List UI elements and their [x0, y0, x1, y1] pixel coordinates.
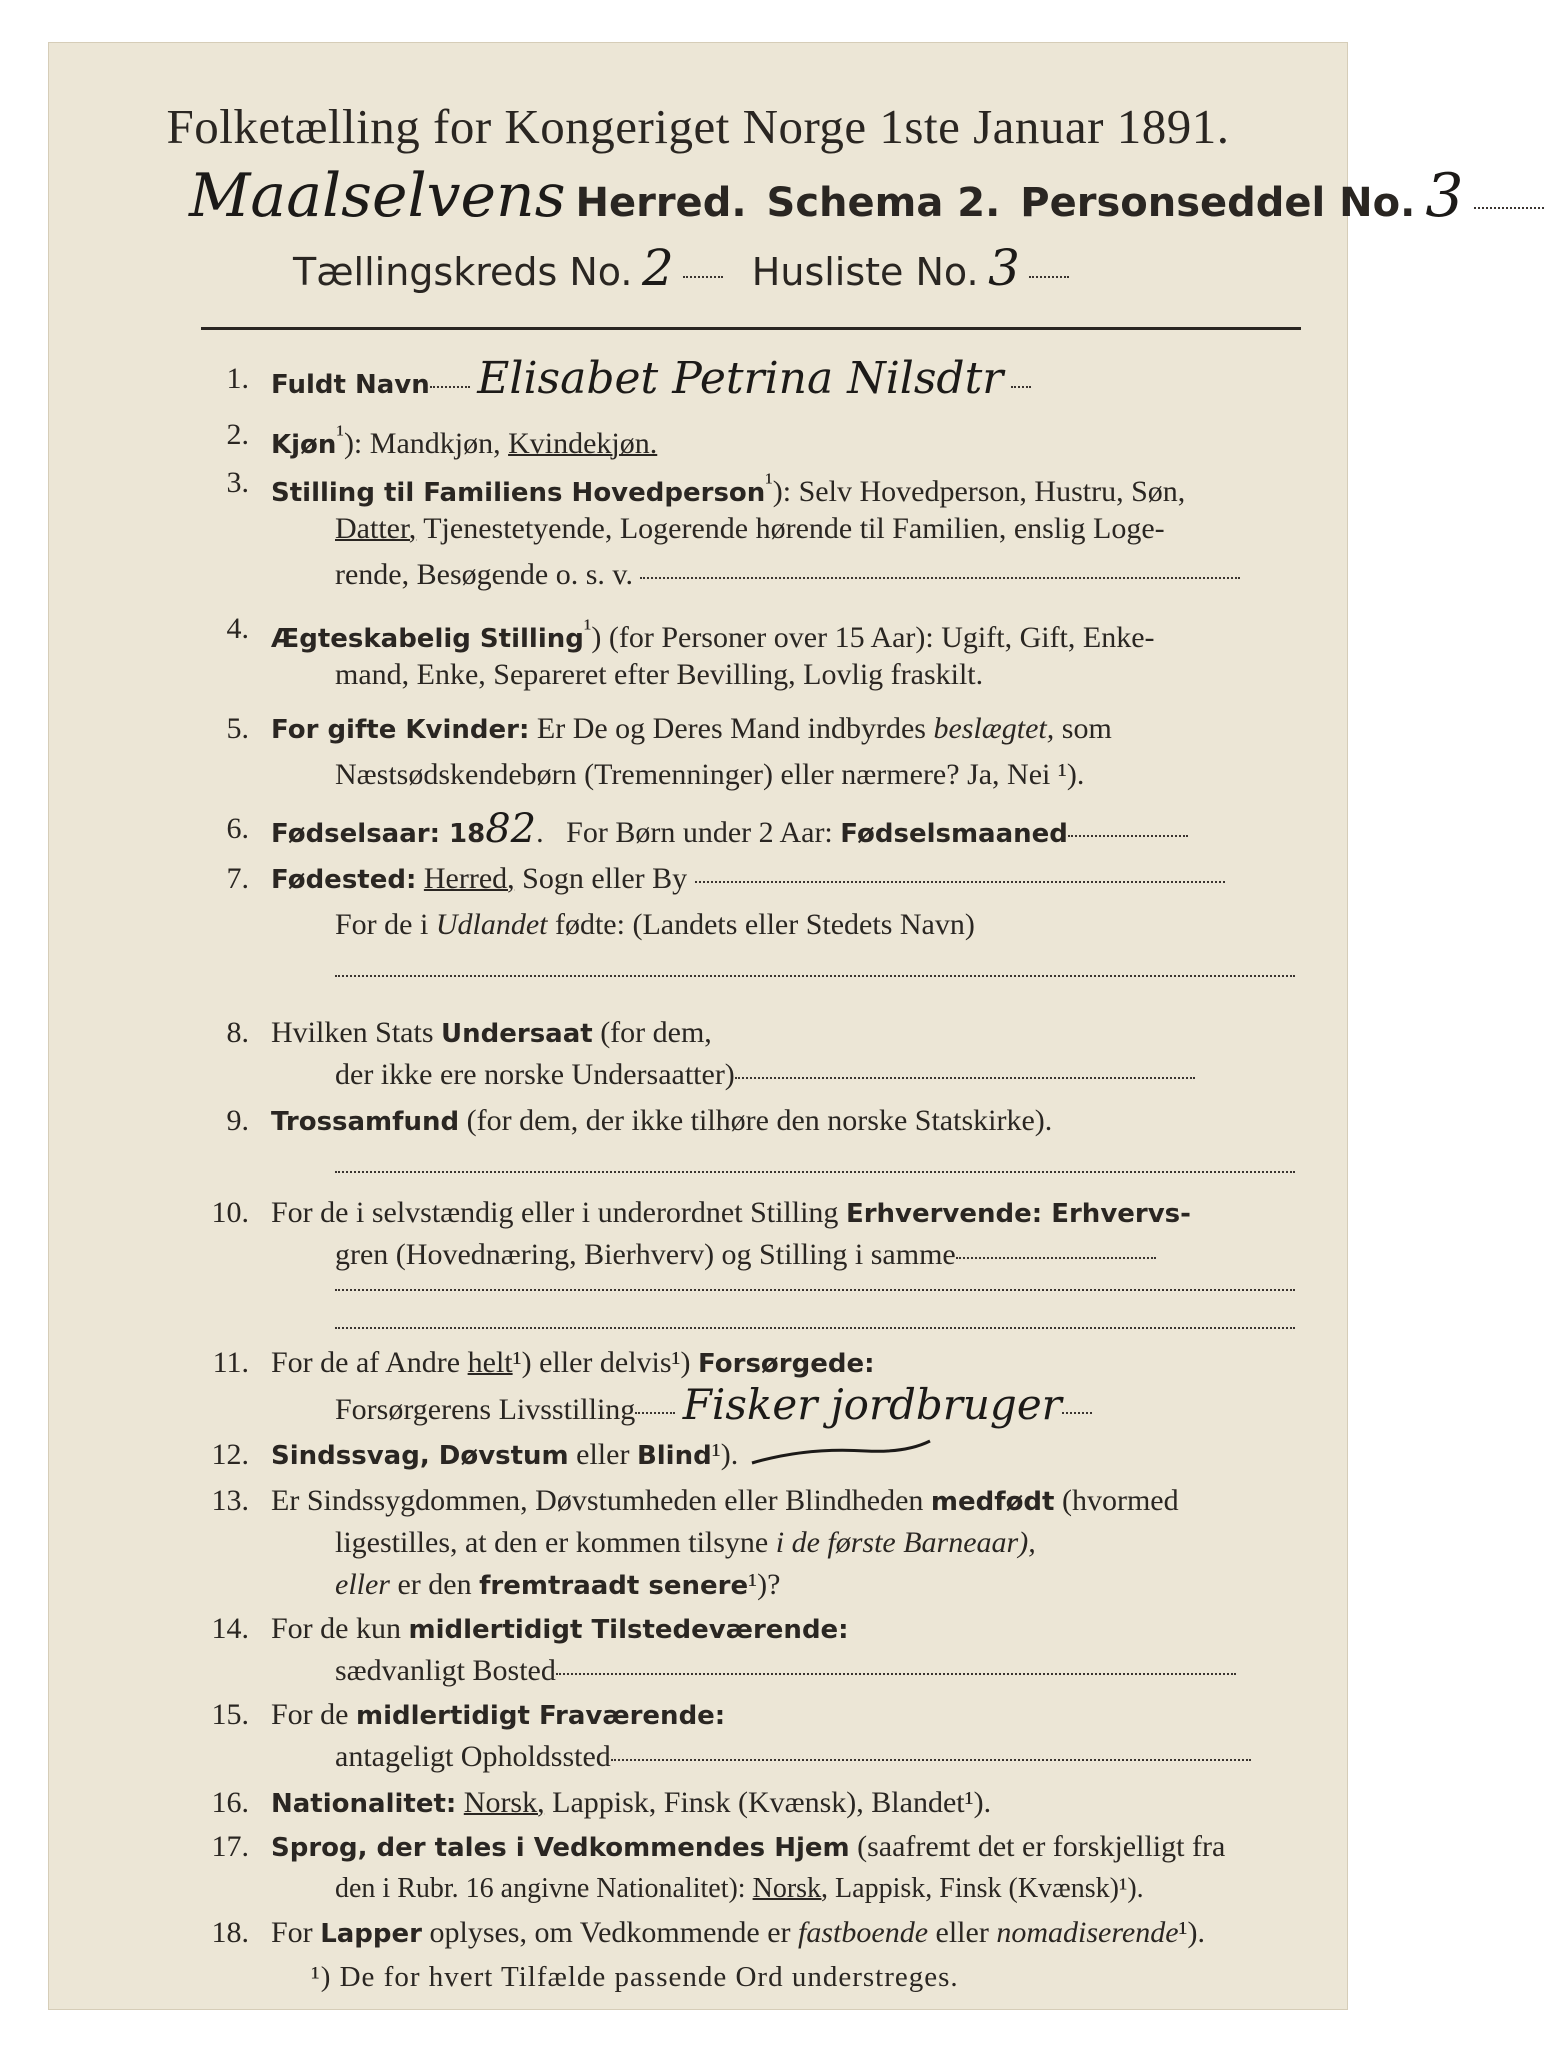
sex-label: Kjøn [271, 430, 337, 460]
birthplace-options: Sogn eller By [522, 862, 688, 895]
onset-text: Er Sindssygdommen, Døvstumheden eller Blindheden [271, 1484, 924, 1517]
item-number: 5. [226, 712, 249, 745]
footnote-marker: ¹ [765, 469, 773, 496]
family-position-selected: Datter, [335, 512, 417, 545]
dependent-selected: helt [467, 1346, 513, 1379]
item-number: 13. [211, 1484, 249, 1517]
disability-label: Sindssvag, Døvstum [271, 1441, 569, 1471]
language-text-2: den i Rubr. 16 angivne Nationalitet): [335, 1873, 746, 1904]
citizenship-text-3: der ikke ere norske Undersaatter) [335, 1058, 735, 1091]
sami-italic: fastboende [798, 1916, 929, 1949]
nationality-label: Nationalitet: [271, 1789, 457, 1819]
family-position-options-2: Tjenestetyende, Logerende hørende til Familien, enslig Loge- [423, 512, 1165, 545]
full-name-value: Elisabet Petrina Nilsdtr [477, 353, 1004, 404]
probable-location-label: antageligt Opholdssted [335, 1740, 611, 1773]
religion-label: Trossamfund [271, 1107, 460, 1137]
family-position-label: Stilling til Familiens Hovedperson [271, 478, 766, 508]
item-number: 15. [211, 1698, 249, 1731]
nationality-selected: Norsk, [463, 1786, 545, 1819]
onset-italic-2: eller [335, 1568, 390, 1601]
item-number: 8. [226, 1016, 249, 1049]
usual-residence-label: sædvanligt Bosted [335, 1654, 556, 1687]
personseddel-number: 3 [1425, 161, 1464, 231]
item-number: 18. [211, 1916, 249, 1949]
family-position-options-3: rende, Besøgende o. s. v. [335, 558, 633, 591]
temporary-present-label: midlertidigt Tilstedeværende: [408, 1615, 849, 1645]
citizenship-text: Hvilken Stats [271, 1016, 434, 1049]
language-options: Lappisk, Finsk (Kvænsk)¹). [835, 1873, 1144, 1904]
birth-year-value: 82 [485, 806, 537, 852]
footnote-marker: ¹ [583, 615, 592, 642]
married-women-label: For gifte Kvinder: [271, 715, 530, 745]
herred-label: Herred. [575, 180, 747, 226]
tellingskreds-number: 2 [641, 239, 674, 297]
birth-month-label: Fødselsmaaned [840, 819, 1068, 849]
citizenship-text-2: (for dem, [600, 1016, 712, 1049]
occupation-text: For de i selvstændig eller i underordnet Stilling [271, 1196, 839, 1229]
birthplace-foreign-italic: Udlandet [435, 908, 548, 941]
citizenship-label: Undersaat [441, 1019, 593, 1049]
husliste-label: Husliste No. [751, 250, 979, 294]
nationality-options: Lappisk, Finsk (Kvænsk), Blandet¹). [552, 1786, 992, 1819]
language-label: Sprog, der tales i Vedkommendes Hjem [271, 1833, 850, 1863]
sami-label: Lapper [320, 1919, 422, 1949]
schema-label: Schema 2. [766, 180, 1001, 226]
provider-occupation-label: Forsørgerens Livsstilling [335, 1393, 636, 1426]
sami-text: For [271, 1916, 313, 1949]
sex-selected: Kvindekjøn. [508, 427, 658, 460]
provider-occupation-value: Fisker jordbruger [682, 1380, 1062, 1429]
marital-status-options-2: mand, Enke, Separeret efter Bevilling, Lovlig fraskilt. [335, 658, 984, 691]
item-number: 2. [226, 418, 249, 451]
married-women-question: Er De og Deres Mand indbyrdes [536, 712, 926, 745]
lower-items [48, 42, 1348, 2010]
sami-text-3: eller [935, 1916, 989, 1949]
item-number: 7. [226, 862, 249, 895]
religion-text: (for dem, der ikke tilhøre den norske Statskirke). [466, 1104, 1053, 1137]
married-women-question-end: som [1061, 712, 1112, 745]
full-name-label: Fuldt Navn [271, 370, 430, 400]
birthplace-selected: Herred, [423, 862, 515, 895]
item-number: 3. [226, 466, 249, 499]
birth-year-label: Fødselsaar: 18 [271, 819, 486, 849]
onset-italic: i de første Barneaar), [775, 1526, 1036, 1559]
onset-text-2: (hvormed [1061, 1484, 1179, 1517]
occupation-text-2: gren (Hovednæring, Bierhverv) og Stilling i samme [335, 1238, 956, 1271]
dependent-text: For de af Andre [271, 1346, 461, 1379]
language-selected: Norsk, [752, 1873, 829, 1904]
married-women-italic: beslægtet, [933, 712, 1055, 745]
form-title: Folketælling for Kongeriget Norge 1ste Januar 1891. [166, 99, 1230, 154]
municipality-handwritten: Maalselvens [189, 161, 566, 231]
sami-text-4: ¹). [1178, 1916, 1205, 1949]
language-text: (saafremt det er forskjelligt fra [857, 1830, 1226, 1863]
temporary-absent-text: For de [271, 1698, 349, 1731]
marital-status-options: ) (for Personer over 15 Aar): Ugift, Gift, Enke- [591, 621, 1155, 654]
occupation-label: Erhvervende: Erhvervs- [845, 1199, 1191, 1229]
family-position-options: ): Selv Hovedperson, Hustru, Søn, [772, 475, 1186, 508]
onset-label: medfødt [930, 1487, 1055, 1517]
birthplace-label: Fødested: [271, 865, 417, 895]
item-number: 16. [211, 1786, 249, 1819]
item-number: 4. [226, 612, 249, 645]
dependent-text-2: ¹) eller delvis¹) [512, 1346, 691, 1379]
item-number: 12. [211, 1438, 249, 1471]
onset-text-3: ligestilles, at den er kommen tilsyne [335, 1526, 769, 1559]
footnote-marker: ¹ [336, 421, 344, 448]
onset-text-4: er den [397, 1568, 472, 1601]
birthplace-foreign-text: For de i [335, 908, 429, 941]
husliste-number: 3 [988, 239, 1020, 297]
personseddel-label: Personseddel No. [1020, 180, 1416, 226]
sami-text-2: oplyses, om Vedkommende er [429, 1916, 791, 1949]
item-number: 6. [226, 812, 249, 845]
onset-label-2: fremtraadt senere [479, 1571, 749, 1601]
census-form: Folketælling for Kongeriget Norge 1ste Januar 1891. Maalselvens Herred. Schema 2. Personseddel No. 3 Tællingskreds No. 2 Husliste No. 3 1. Fuldt Navn Elisabet Petrina Nilsdtr 2. Kjøn$^{^1}$): Mandkjøn, Kvindekjøn. 3. Stilling til Familiens Hovedperson$^{^1}$): Selv Hovedperson, Hustru, Søn, Datter, Tjenestetyende, Logerende hørende til Familien, enslig Loge- rende, Besøgende o. s. v. 4. Ægteskabelig Stilling$^{^1}$) (for Personer over 15 Aar): Ugift, Gift, Enke- mand, Enke, Separeret efter Bevilling, Lovlig fraskilt. 5. For gifte Kvinder: Er De og Deres Mand indbyrdes beslægtet, som Næstsødskendebørn (Tremenninger) eller nærmere? Ja, Nei ¹). 6. Fødselsaar: 1882. For Børn under 2 Aar: Fødselsmaaned 7. Fødested: Herred, Sogn eller By For de i Udlandet fødte: (Landets eller Stedets Navn) 8. Hvilken Stats Undersaat (for dem, der ikke ere norske Undersaatter) 9. Trossamfund (for dem, der ikke tilhøre den norske Statskirke). 10. For de i selvstændig eller i underordnet Stilling Erhvervende: Erhvervs- gren (Hovednæring, Bierhverv) og Stilling i samme 11. For de af Andre helt¹) eller delvis¹) Forsørgede: Forsørgerens Livsstilling Fisker jordbruger 12. Sindssvag, Døvstum eller Blind¹). 13. Er Sindssygdommen, Døvstumheden eller Blindheden medfødt (hvormed ligestilles, at den er kommen tilsyne i de første Barneaar), eller er den fremtraadt senere¹)? 14. For de kun midlertidigt Tilstedeværende: sædvanligt Bosted 15. For de midlertidigt Fraværende: antageligt Opholdssted 16. Nationalitet: Norsk, Lappisk, Finsk (Kvænsk), Blandet¹). 17. Sprog, der tales i Vedkommendes Hjem (saafremt det er forskjelligt fra den i Rubr. 16 angivne Nationalitet): Norsk, Lappisk, Finsk (Kvænsk)¹). 18. For Lapper oplyses, om Vedkommende er fastboende eller nomadiserende¹). ¹) De for hvert Tilfælde passende Ord understreges. [48, 42, 1348, 2010]
onset-text-5: ¹)? [748, 1568, 781, 1601]
sex-options: ): Mandkjøn, [343, 427, 501, 460]
sami-italic-2: nomadiserende [996, 1916, 1179, 1949]
married-women-question-2: Næstsødskendebørn (Tremenninger) eller nærmere? Ja, Nei ¹). [335, 758, 1085, 791]
birthplace-foreign-text-2: fødte: (Landets eller Stedets Navn) [554, 908, 975, 941]
disability-label-2: Blind [636, 1441, 712, 1471]
item-number: 17. [211, 1830, 249, 1863]
tellingskreds-label: Tællingskreds No. [293, 250, 633, 294]
temporary-absent-label: midlertidigt Fraværende: [356, 1701, 726, 1731]
marital-status-label: Ægteskabelig Stilling [271, 624, 584, 654]
footnote: ¹) De for hvert Tilfælde passende Ord understreges. [311, 1961, 959, 1993]
item-number: 14. [211, 1612, 249, 1645]
disability-text: eller [576, 1438, 630, 1471]
item-number: 9. [226, 1104, 249, 1137]
item-number: 11. [212, 1346, 249, 1379]
dependent-label: Forsørgede: [698, 1349, 875, 1379]
disability-text-2: ¹). [711, 1438, 739, 1471]
temporary-present-text: For de kun [271, 1612, 401, 1645]
birth-month-note: For Børn under 2 Aar: [566, 816, 833, 849]
item-number: 10. [211, 1196, 249, 1229]
item-number: 1. [226, 362, 249, 395]
